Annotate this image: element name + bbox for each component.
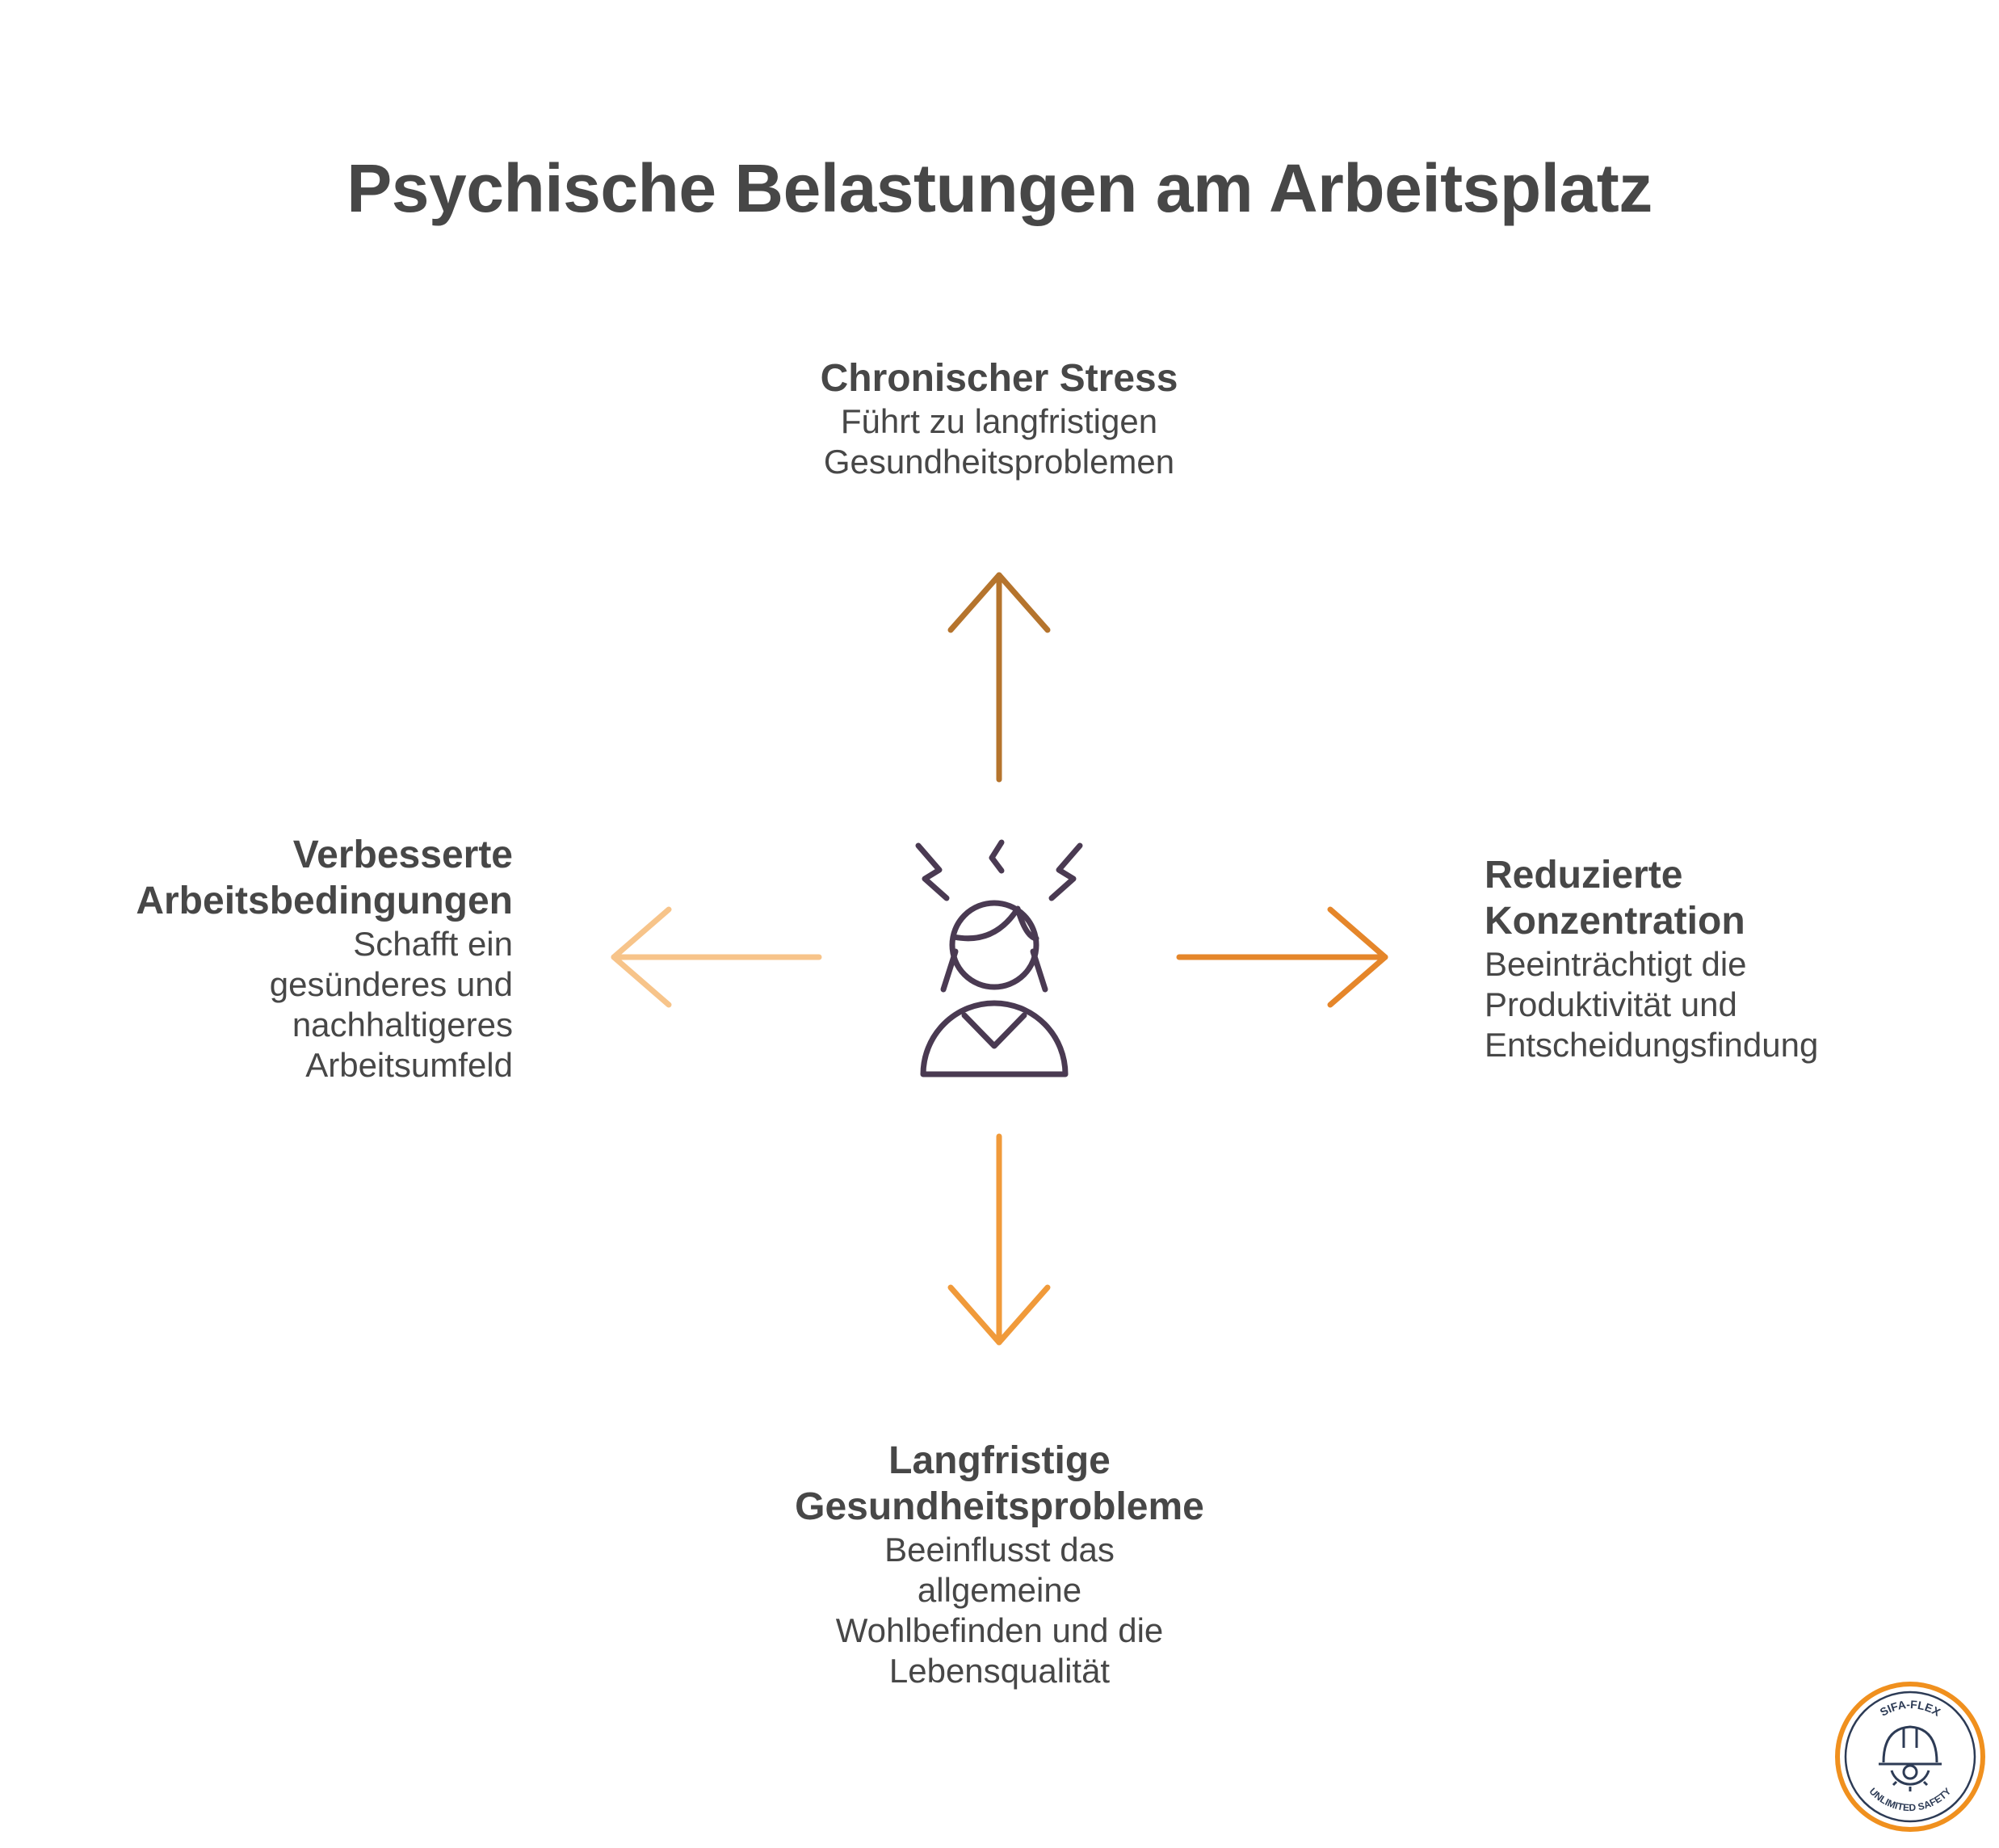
node-description-line: Produktivität und [1485, 985, 1737, 1023]
logo-text-bottom: UNLIMITED SAFETY [1867, 1785, 1954, 1814]
node-description-line: Beeinflusst das [884, 1531, 1115, 1569]
node-description-line: Wohlbefinden und die [835, 1611, 1164, 1649]
node-description-line: Schafft ein [353, 925, 513, 963]
logo-text-top: SIFA-FLEX [1877, 1697, 1943, 1719]
node-description-line: Arbeitsumfeld [305, 1046, 513, 1084]
node-heading: Verbesserte [292, 834, 513, 876]
node-heading: Reduzierte [1485, 854, 1683, 897]
node-description-line: Beeinträchtigt die [1485, 945, 1747, 983]
node-description-line: Lebensqualität [888, 1652, 1111, 1690]
sifa-flex-logo [1833, 1680, 1987, 1833]
arrow-left [614, 909, 819, 1005]
node-heading: Chronischer Stress [820, 357, 1178, 400]
stressed-person-icon [918, 842, 1080, 1074]
node-description-line: Gesundheitsproblemen [823, 443, 1175, 481]
node-description-line: Führt zu langfristigen [840, 402, 1158, 440]
node-heading: Konzentration [1485, 900, 1745, 943]
node-description-line: Entscheidungsfindung [1485, 1026, 1819, 1064]
arrow-down [951, 1136, 1048, 1342]
page-title: Psychische Belastungen am Arbeitsplatz [346, 150, 1653, 226]
arrow-up [951, 575, 1048, 779]
arrow-right [1179, 909, 1385, 1005]
node-heading: Gesundheitsprobleme [795, 1485, 1204, 1528]
node-description-line: allgemeine [917, 1571, 1082, 1609]
node-heading: Arbeitsbedingungen [136, 880, 513, 922]
node-heading: Langfristige [888, 1439, 1111, 1482]
node-description-line: gesünderes und [269, 965, 513, 1003]
node-description-line: nachhaltigeres [292, 1006, 513, 1044]
